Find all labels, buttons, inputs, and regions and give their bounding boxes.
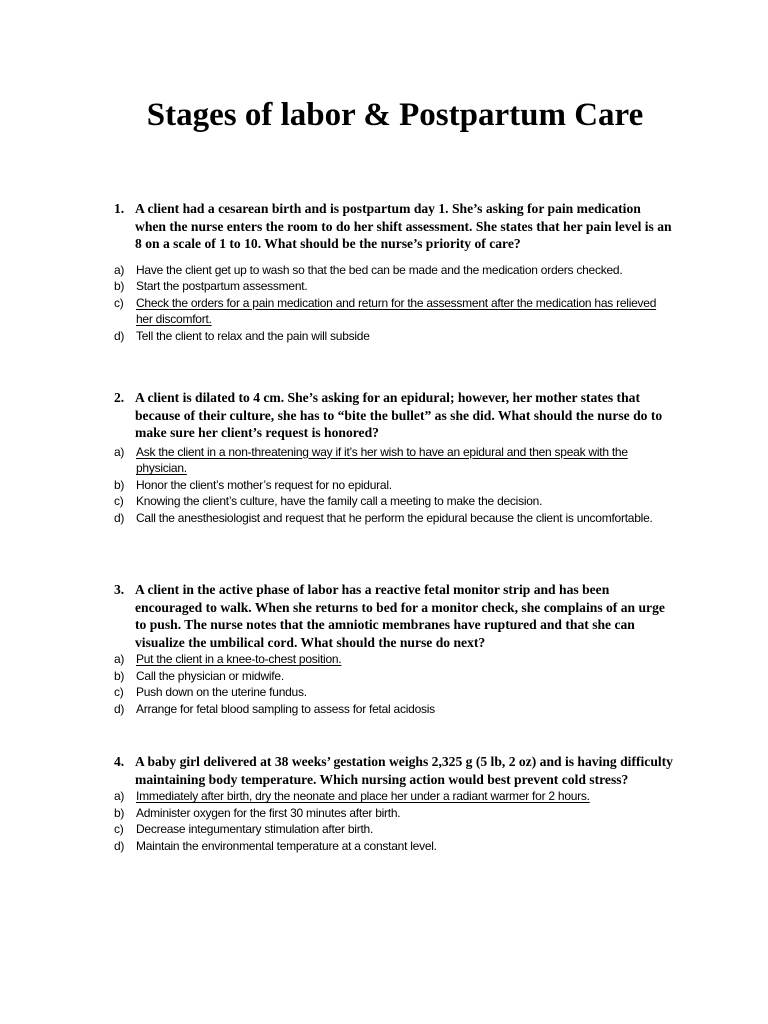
option-b	[114, 668, 674, 685]
option-text: Decrease integumentary stimulation after birth.	[136, 822, 374, 837]
option-text: Administer oxygen for the first 30 minutes after birth.	[136, 805, 401, 820]
option-a-answer	[114, 788, 674, 805]
option-letter: b)	[114, 805, 125, 820]
option-letter: a)	[114, 262, 125, 277]
question-4	[114, 753, 674, 854]
question-3	[114, 581, 674, 717]
option-d	[114, 328, 674, 345]
question-2	[114, 389, 674, 526]
option-text: Immediately after birth, dry the neonate and place her under a radiant warmer for 2 hours.	[136, 789, 590, 803]
option-letter: b)	[114, 279, 125, 294]
question-text	[114, 581, 674, 651]
option-d	[114, 510, 674, 527]
option-letter: a)	[114, 444, 125, 459]
question-stem: A client is dilated to 4 cm. She’s asking for an epidural; however, her mother states that because of their culture, she has to “bite the bullet” as she did. What should the nurse do to make sure her client’s request is honored?	[135, 390, 663, 440]
option-letter: c)	[114, 822, 124, 837]
option-b	[114, 477, 674, 494]
question-number: 2.	[114, 390, 125, 405]
question-1	[114, 200, 674, 344]
option-letter: b)	[114, 477, 125, 492]
question-number: 1.	[114, 201, 125, 216]
option-letter: a)	[114, 789, 125, 803]
option-letter: c)	[114, 295, 124, 310]
option-a-answer	[114, 651, 674, 668]
option-text: Push down on the uterine fundus.	[136, 685, 307, 700]
question-stem: A client had a cesarean birth and is postpartum day 1. She’s asking for pain medication when the nurse enters the room to do her shift assessment. She states that her pain level is an 8 on a scale of 1 to 10. What should be the nurse’s priority of care?	[135, 201, 672, 251]
option-letter: a)	[114, 652, 125, 666]
option-text: Ask the client in a non-threatening way if it’s her wish to have an epidural and then speak with the physician.	[136, 444, 628, 476]
option-text: Maintain the environmental temperature at a constant level.	[136, 838, 437, 853]
question-number: 4.	[114, 754, 125, 769]
question-text	[114, 753, 674, 788]
option-d	[114, 838, 674, 855]
option-text: Arrange for fetal blood sampling to assess for fetal acidosis	[136, 701, 435, 716]
option-letter: b)	[114, 668, 125, 683]
option-letter: d)	[114, 510, 125, 525]
option-letter: d)	[114, 328, 125, 343]
option-b	[114, 278, 674, 295]
question-number: 3.	[114, 582, 125, 597]
option-c	[114, 821, 674, 838]
question-stem: A baby girl delivered at 38 weeks’ gestation weighs 2,325 g (5 lb, 2 oz) and is having difficulty maintaining body temperature. Which nursing action would best prevent cold stress?	[135, 754, 673, 787]
question-stem: A client in the active phase of labor has a reactive fetal monitor strip and has been encouraged to walk. When she returns to bed for a monitor check, she complains of an urge to push. The nurse notes that the amniotic membranes have ruptured and that she can visualize the umbilical cord. What should the nurse do next?	[135, 582, 665, 650]
option-text: Honor the client’s mother’s request for no epidural.	[136, 477, 392, 492]
page-title: Stages of labor & Postpartum Care	[146, 97, 644, 133]
option-text: Put the client in a knee-to-chest position.	[136, 652, 342, 666]
option-text: Tell the client to relax and the pain will subside	[136, 328, 370, 343]
option-text: Start the postpartum assessment.	[136, 279, 308, 294]
option-c	[114, 684, 674, 701]
option-d	[114, 701, 674, 718]
option-letter: c)	[114, 685, 124, 700]
option-text: Have the client get up to wash so that the bed can be made and the medication orders checked.	[136, 262, 623, 277]
option-letter: c)	[114, 494, 124, 509]
question-text	[114, 200, 674, 253]
option-b	[114, 805, 674, 822]
option-letter: d)	[114, 701, 125, 716]
option-letter: d)	[114, 838, 125, 853]
option-c	[114, 493, 674, 510]
option-c-answer	[114, 295, 674, 328]
option-text: Call the physician or midwife.	[136, 668, 284, 683]
option-text: Check the orders for a pain medication and return for the assessment after the medication has relieved her discomfort.	[136, 295, 657, 327]
option-a-answer	[114, 444, 674, 477]
option-text: Call the anesthesiologist and request that he perform the epidural because the client is uncomfortable.	[136, 510, 653, 525]
option-text: Knowing the client’s culture, have the family call a meeting to make the decision.	[136, 494, 543, 509]
option-a	[114, 262, 674, 279]
question-text	[114, 389, 674, 442]
